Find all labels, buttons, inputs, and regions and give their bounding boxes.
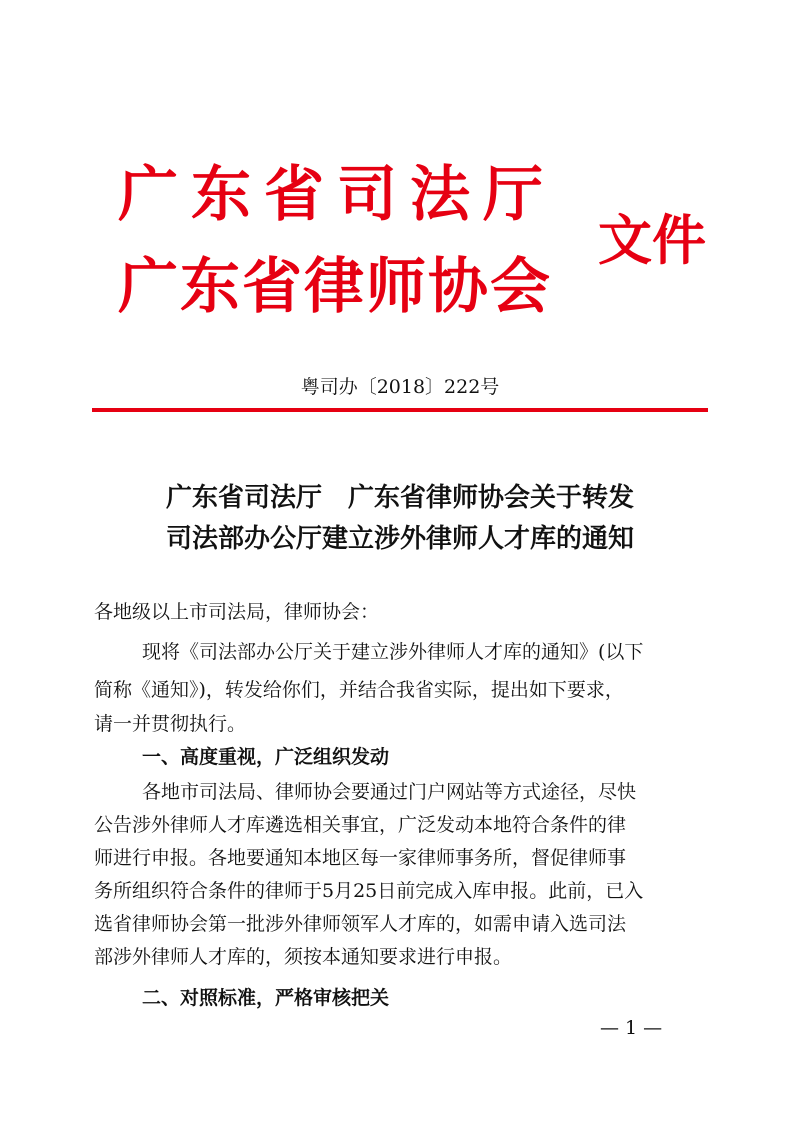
document-number: 粤司办〔2018〕222号 bbox=[300, 376, 500, 398]
document-header bbox=[118, 160, 718, 330]
issuer-line-1: 广东省司法厅 bbox=[118, 160, 556, 230]
section-1-heading: 一、高度重视，广泛组织发动 bbox=[142, 746, 390, 768]
section-1-line-3: 师进行申报。各地要通知本地区每一家律师事务所，督促律师事 bbox=[94, 847, 627, 869]
section-1-line-5: 选省律师协会第一批涉外律师领军人才库的，如需申请入选司法 bbox=[94, 913, 627, 935]
section-1-line-4: 务所组织符合条件的律师于5月25日前完成入库申报。此前，已入 bbox=[94, 880, 644, 902]
section-1-line-1: 各地市司法局、律师协会要通过门户网站等方式途径，尽快 bbox=[142, 781, 637, 803]
document-type: 文件 bbox=[598, 208, 706, 272]
intro-line-2: 简称《通知》)，转发给你们，并结合我省实际，提出如下要求， bbox=[94, 679, 624, 701]
document-title-line-1: 广东省司法厅 广东省律师协会关于转发 bbox=[165, 483, 634, 513]
salutation: 各地级以上市司法局，律师协会： bbox=[94, 601, 380, 623]
document-title-line-2: 司法部办公厅建立涉外律师人才库的通知 bbox=[165, 524, 634, 554]
section-2-heading: 二、对照标准，严格审核把关 bbox=[142, 987, 390, 1009]
red-separator-line bbox=[92, 408, 708, 412]
section-1-line-6: 部涉外律师人才库的，须按本通知要求进行申报。 bbox=[94, 946, 513, 968]
page-number: — 1 — bbox=[600, 1017, 663, 1039]
section-1-line-2: 公告涉外律师人才库遴选相关事宜，广泛发动本地符合条件的律 bbox=[94, 814, 627, 836]
issuer-line-2: 广东省律师协会 bbox=[118, 252, 552, 322]
intro-line-3: 请一并贯彻执行。 bbox=[94, 713, 247, 735]
intro-line-1: 现将《司法部办公厅关于建立涉外律师人才库的通知》(以下 bbox=[142, 641, 644, 663]
